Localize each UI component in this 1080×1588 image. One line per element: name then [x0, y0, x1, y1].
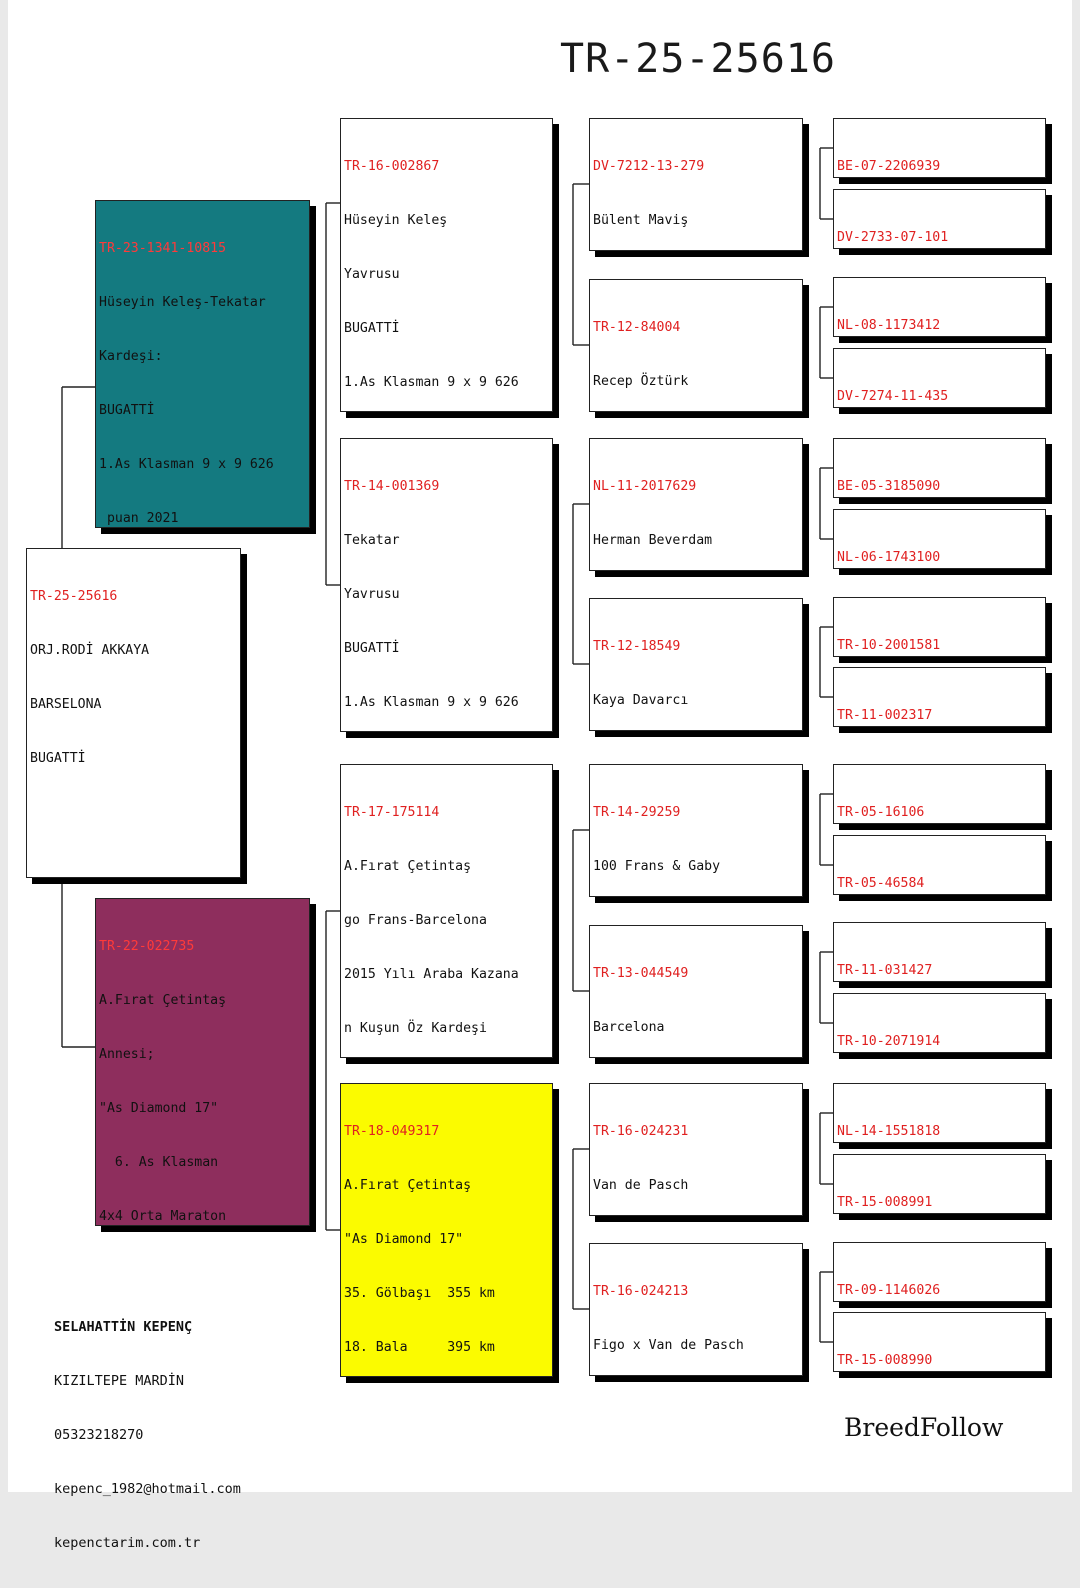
parent-id: TR-17-175114 — [344, 805, 440, 820]
grandparent-line: Barcelona — [593, 1020, 665, 1035]
great-grandparent-id: NL-06-1743100 — [837, 550, 941, 565]
parent-card — [340, 764, 553, 1058]
great-grandparent-id: TR-09-1146026 — [837, 1283, 941, 1298]
great-grandparent-card — [833, 1312, 1046, 1372]
parent-id: TR-18-049317 — [344, 1124, 440, 1139]
great-grandparent-id: TR-10-2071914 — [837, 1034, 941, 1049]
great-grandparent-card — [833, 764, 1046, 824]
grandparent-card — [589, 925, 803, 1058]
subject-line: BARSELONA — [30, 697, 102, 712]
great-grandparent-id: TR-11-031427 — [837, 963, 933, 978]
parent-line: 2015 Yılı Araba Kazana — [344, 967, 519, 982]
great-grandparent-card — [833, 667, 1046, 727]
breeder-phone: 05323218270 — [54, 1427, 144, 1443]
great-grandparent-card — [833, 348, 1046, 408]
sibling-top-line: Kardeşi: — [99, 349, 163, 364]
grandparent-id: TR-16-024231 — [593, 1124, 689, 1139]
grandparent-card — [589, 598, 803, 731]
page-title: TR-25-25616 — [560, 36, 836, 82]
grandparent-line: Kaya Davarcı — [593, 693, 689, 708]
great-grandparent-id: BE-07-2206939 — [837, 159, 941, 174]
sibling-bottom-id: TR-22-022735 — [99, 939, 195, 954]
sibling-top-line: puan 2021 — [99, 511, 179, 526]
breeder-email: kepenc_1982@hotmail.com — [54, 1481, 241, 1497]
grandparent-id: TR-12-84004 — [593, 320, 681, 335]
great-grandparent-card — [833, 189, 1046, 249]
parent-card — [340, 1083, 553, 1377]
parent-line: "As Diamond 17" — [344, 1232, 464, 1247]
breeder-location: KIZILTEPE MARDİN — [54, 1373, 185, 1389]
parent-line: Yavrusu — [344, 587, 400, 602]
great-grandparent-card — [833, 1083, 1046, 1143]
great-grandparent-id: TR-05-46584 — [837, 876, 925, 891]
great-grandparent-card — [833, 118, 1046, 178]
great-grandparent-id: NL-08-1173412 — [837, 318, 941, 333]
grandparent-line: Bülent Maviş — [593, 213, 689, 228]
parent-line: n Kuşun Öz Kardeşi — [344, 1021, 487, 1036]
grandparent-card — [589, 438, 803, 571]
grandparent-card — [589, 1243, 803, 1376]
great-grandparent-id: DV-2733-07-101 — [837, 230, 949, 245]
parent-line: Yavrusu — [344, 267, 400, 282]
great-grandparent-card — [833, 438, 1046, 498]
breeder-name: SELAHATTİN KEPENÇ — [54, 1319, 193, 1335]
great-grandparent-card — [833, 1154, 1046, 1214]
great-grandparent-card — [833, 993, 1046, 1053]
grandparent-card — [589, 1083, 803, 1216]
subject-card — [26, 548, 241, 878]
great-grandparent-card — [833, 277, 1046, 337]
grandparent-card — [589, 118, 803, 251]
subject-line: BUGATTİ — [30, 751, 86, 766]
great-grandparent-id: TR-15-008990 — [837, 1353, 933, 1368]
grandparent-id: NL-11-2017629 — [593, 479, 697, 494]
great-grandparent-id: TR-10-2001581 — [837, 638, 941, 653]
brand-logo-text: BreedFollow — [844, 1413, 1004, 1442]
parent-line: Tekatar — [344, 533, 400, 548]
subject-id: TR-25-25616 — [30, 589, 118, 604]
grandparent-line: Van de Pasch — [593, 1178, 689, 1193]
parent-line: BUGATTİ — [344, 641, 400, 656]
sibling-bottom-line: 4x4 Orta Maraton — [99, 1209, 227, 1224]
parent-line: A.Fırat Çetintaş — [344, 1178, 472, 1193]
great-grandparent-card — [833, 597, 1046, 657]
great-grandparent-card — [833, 922, 1046, 982]
grandparent-card — [589, 279, 803, 412]
parent-line: 1.As Klasman 9 x 9 626 — [344, 695, 519, 710]
great-grandparent-card — [833, 835, 1046, 895]
grandparent-id: TR-12-18549 — [593, 639, 681, 654]
grandparent-id: DV-7212-13-279 — [593, 159, 705, 174]
great-grandparent-id: DV-7274-11-435 — [837, 389, 949, 404]
parent-card — [340, 438, 553, 732]
parent-line: 18. Bala 395 km — [344, 1340, 495, 1355]
great-grandparent-id: NL-14-1551818 — [837, 1124, 941, 1139]
parent-line: A.Fırat Çetintaş — [344, 859, 472, 874]
breeder-contact — [54, 1282, 241, 1588]
great-grandparent-card — [833, 509, 1046, 569]
sibling-top-card — [95, 200, 310, 528]
sibling-bottom-line: 6. As Klasman — [99, 1155, 219, 1170]
grandparent-line: Recep Öztürk — [593, 374, 689, 389]
great-grandparent-id: TR-15-008991 — [837, 1195, 933, 1210]
grandparent-id: TR-16-024213 — [593, 1284, 689, 1299]
parent-id: TR-16-002867 — [344, 159, 440, 174]
grandparent-line: 100 Frans & Gaby — [593, 859, 721, 874]
great-grandparent-card — [833, 1242, 1046, 1302]
parent-line: Hüseyin Keleş — [344, 213, 448, 228]
great-grandparent-id: BE-05-3185090 — [837, 479, 941, 494]
grandparent-id: TR-13-044549 — [593, 966, 689, 981]
sibling-bottom-line: "As Diamond 17" — [99, 1101, 219, 1116]
sibling-top-line: BUGATTİ — [99, 403, 155, 418]
parent-line: BUGATTİ — [344, 321, 400, 336]
grandparent-card — [589, 764, 803, 897]
grandparent-line: Figo x Van de Pasch — [593, 1338, 744, 1353]
grandparent-line: Herman Beverdam — [593, 533, 713, 548]
grandparent-id: TR-14-29259 — [593, 805, 681, 820]
parent-line: 1.As Klasman 9 x 9 626 — [344, 375, 519, 390]
sibling-top-id: TR-23-1341-10815 — [99, 241, 227, 256]
parent-card — [340, 118, 553, 412]
great-grandparent-id: TR-11-002317 — [837, 708, 933, 723]
sibling-bottom-line: A.Fırat Çetintaş — [99, 993, 227, 1008]
subject-line: ORJ.RODİ AKKAYA — [30, 643, 150, 658]
sibling-top-line: Hüseyin Keleş-Tekatar — [99, 295, 266, 310]
pedigree-sheet — [8, 0, 1072, 1551]
parent-line: go Frans-Barcelona — [344, 913, 487, 928]
parent-id: TR-14-001369 — [344, 479, 440, 494]
great-grandparent-id: TR-05-16106 — [837, 805, 925, 820]
parent-line: 35. Gölbaşı 355 km — [344, 1286, 495, 1301]
sibling-bottom-line: Annesi; — [99, 1047, 155, 1062]
sibling-top-line: 1.As Klasman 9 x 9 626 — [99, 457, 274, 472]
sibling-bottom-card — [95, 898, 310, 1226]
breeder-website: kepenctarim.com.tr — [54, 1535, 201, 1551]
